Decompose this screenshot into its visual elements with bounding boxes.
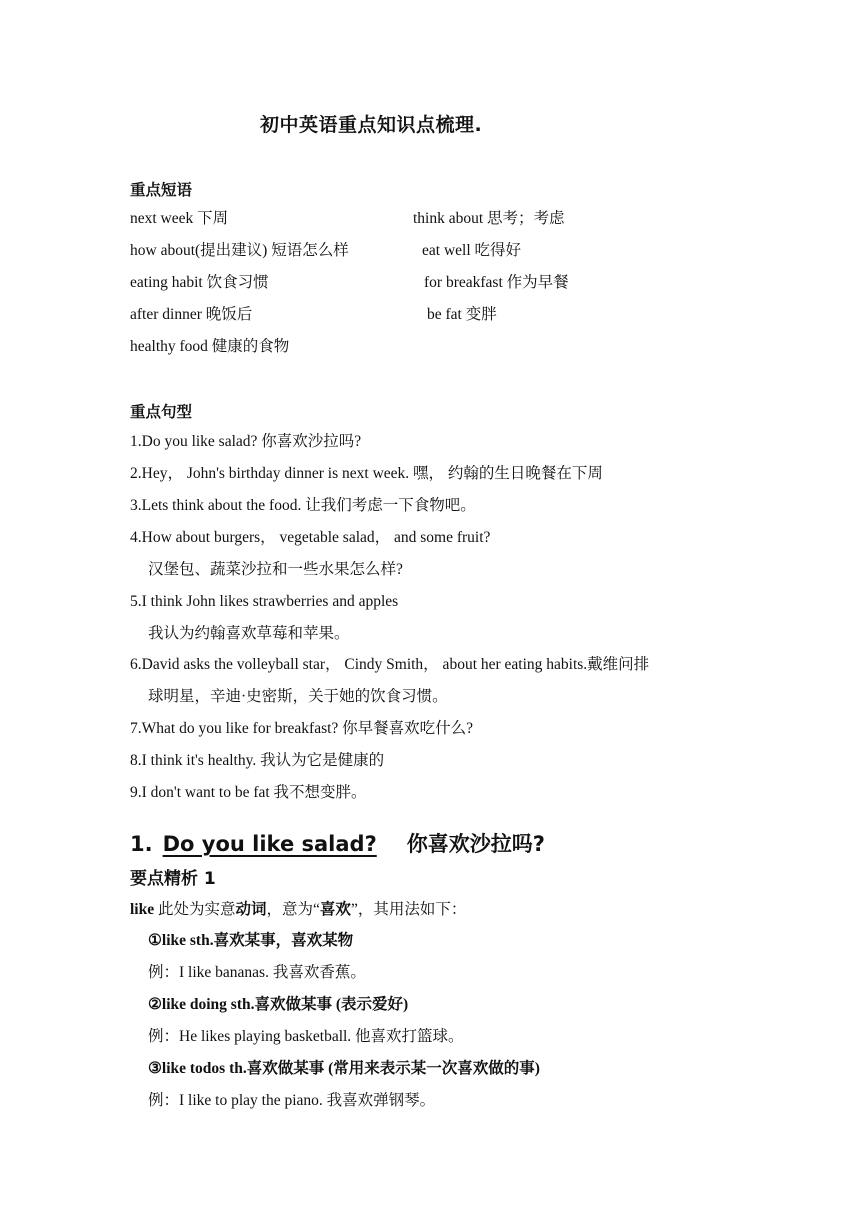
point-number: 1. bbox=[130, 832, 153, 856]
point-heading bbox=[130, 828, 545, 858]
phrase-right: eat well 吃得好 bbox=[422, 242, 522, 259]
usage-intro bbox=[130, 900, 466, 920]
usage-rule: ③like todos th.喜欢做某事 (常用来表示某一次喜欢做的事) bbox=[148, 1060, 540, 1077]
intro-bold: 动词 bbox=[235, 901, 267, 918]
phrase-right: be fat 变胖 bbox=[427, 306, 497, 323]
phrases-heading: 重点短语 bbox=[130, 181, 193, 199]
usage-example: 例：He likes playing basketball. 他喜欢打篮球。 bbox=[148, 1028, 464, 1045]
usage-example: 例：I like to play the piano. 我喜欢弹钢琴。 bbox=[148, 1092, 436, 1109]
usage-rule: ②like doing sth.喜欢做某事 (表示爱好) bbox=[148, 996, 409, 1013]
sentence-line: 6.David asks the volleyball star， Cindy Smith， about her eating habits.戴维问排 bbox=[130, 656, 650, 673]
usage-rule: ①like sth.喜欢某事，喜欢某物 bbox=[148, 932, 354, 949]
sentence-line: 汉堡包、蔬菜沙拉和一些水果怎么样? bbox=[148, 561, 403, 578]
usage-example: 例：I like bananas. 我喜欢香蕉。 bbox=[148, 964, 366, 981]
sentence-line: 3.Lets think about the food. 让我们考虑一下食物吧。 bbox=[130, 497, 476, 514]
intro-text: ，意为“ bbox=[266, 901, 320, 918]
intro-text: ”，其用法如下： bbox=[350, 901, 467, 918]
sentence-line: 1.Do you like salad? 你喜欢沙拉吗? bbox=[130, 433, 362, 450]
phrase-left: eating habit 饮食习惯 bbox=[130, 274, 269, 291]
sentence-line: 9.I don't want to be fat 我不想变胖。 bbox=[130, 784, 367, 801]
sentence-line: 8.I think it's healthy. 我认为它是健康的 bbox=[130, 752, 385, 769]
intro-word: like bbox=[130, 901, 155, 918]
intro-bold: 喜欢 bbox=[319, 901, 351, 918]
phrase-right: for breakfast 作为早餐 bbox=[424, 274, 569, 291]
point-chinese: 你喜欢沙拉吗? bbox=[406, 832, 545, 856]
phrase-left: healthy food 健康的食物 bbox=[130, 338, 290, 355]
intro-text: 此处为实意 bbox=[154, 901, 236, 918]
phrase-left: how about(提出建议) 短语怎么样 bbox=[130, 242, 349, 259]
sentences-heading: 重点句型 bbox=[130, 403, 193, 421]
sentence-line: 2.Hey， John's birthday dinner is next week. 嘿， 约翰的生日晚餐在下周 bbox=[130, 465, 603, 482]
sentence-line: 7.What do you like for breakfast? 你早餐喜欢吃什么? bbox=[130, 720, 474, 737]
point-subheading: 要点精析 1 bbox=[130, 869, 216, 889]
phrase-left: next week 下周 bbox=[130, 210, 229, 227]
page-title: 初中英语重点知识点梳理. bbox=[260, 114, 483, 136]
sentence-line: 5.I think John likes strawberries and apples bbox=[130, 593, 399, 610]
sentence-line: 我认为约翰喜欢草莓和苹果。 bbox=[148, 625, 350, 642]
sentence-line: 球明星，辛迪·史密斯，关于她的饮食习惯。 bbox=[148, 688, 448, 705]
phrase-left: after dinner 晚饭后 bbox=[130, 306, 253, 323]
sentence-line: 4.How about burgers， vegetable salad， and some fruit? bbox=[130, 529, 491, 546]
phrase-right: think about 思考；考虑 bbox=[413, 210, 565, 227]
point-english: Do you like salad? bbox=[162, 832, 377, 856]
